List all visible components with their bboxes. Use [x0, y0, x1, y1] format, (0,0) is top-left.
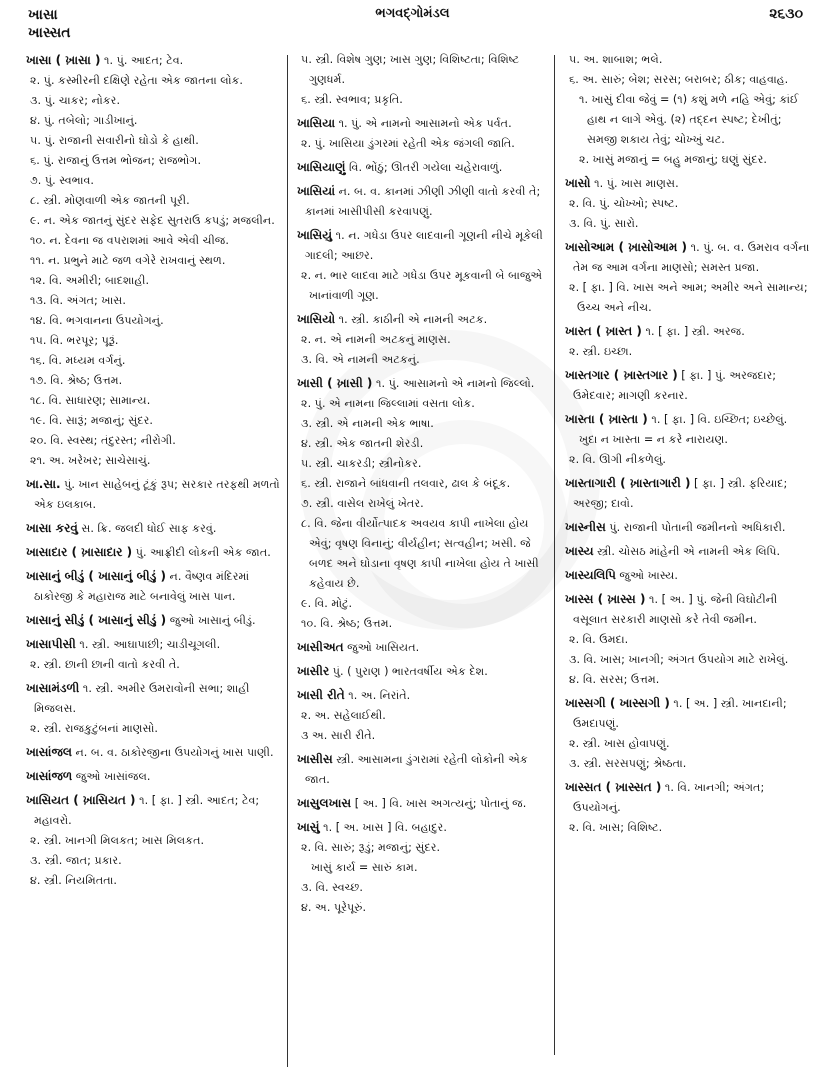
- definition-text: ૧૮. વિ. સાધારણ; સામાન્ય.: [30, 394, 151, 407]
- definition-line: [565, 754, 815, 774]
- headword: ખાસો: [565, 176, 591, 190]
- dictionary-entry: [297, 749, 553, 790]
- headword: ખાસા ( ખ઼ાસા ): [26, 53, 101, 67]
- definition-text: ૭. પું. સ્વભાવ.: [30, 174, 94, 187]
- definition-line: [565, 670, 815, 690]
- headword: ખાસ્તાગારી ( ખ઼ાસ્તાગારી ): [565, 476, 691, 490]
- dictionary-entry: [565, 517, 815, 538]
- definition-line: [26, 719, 288, 739]
- dictionary-entry: [26, 634, 288, 675]
- page-number: ૨૬૩૦: [769, 6, 803, 22]
- dictionary-entry: [297, 661, 553, 682]
- definition-line: [26, 790, 288, 831]
- definition-text: ૧. [ અ. ખાસ ] વિ. બહાદુર.: [323, 821, 447, 834]
- definition-line: [26, 851, 288, 871]
- definition-text: ૫. અ. શાબાશ; ભલે.: [569, 53, 663, 66]
- definition-line: [565, 70, 815, 90]
- definition-line: [297, 350, 553, 370]
- definition-line: [26, 371, 288, 391]
- definition-text: ૧. સ્ત્રી. આઘાપાછી; ચાડીચૂગલી.: [79, 638, 221, 651]
- dictionary-entry: [565, 541, 815, 562]
- definition-line: [26, 610, 288, 631]
- dictionary-entry: [297, 113, 553, 154]
- definition-text: ૭. સ્ત્રી. વાસેલ રાખેલું ખેતર.: [301, 497, 424, 510]
- definition-text: ૨. વિ. સારું; રૂડું; મજાનું; સુંદર.: [301, 841, 441, 854]
- definition-text: સ. ક્રિ. જલદી ધોઈ સાફ કરવું.: [81, 522, 217, 535]
- headword: ખાસિયું: [297, 228, 333, 242]
- definition-text: ૧. વિ. ખાનગી; અંગત; ઉપયોગનું.: [573, 781, 765, 814]
- definition-text: જુઓ ખાસાનું બીડું.: [169, 614, 256, 627]
- definition-line: [26, 634, 288, 655]
- definition-text: ૧. સ્ત્રી. કાઠીની એ નામની અટક.: [338, 313, 488, 326]
- dictionary-entry: [297, 50, 553, 110]
- definition-line: [297, 181, 553, 222]
- definition-line: [565, 450, 815, 470]
- definition-line: [297, 90, 553, 110]
- dictionary-entry: [297, 817, 553, 918]
- definition-text: ૨. પું. કસ્મીરની દક્ષિણે રહેતા એક જાતના લોક.: [30, 74, 243, 87]
- definition-text: ૩. સ્ત્રી. જાત; પ્રકાર.: [30, 854, 122, 867]
- dictionary-entry: [297, 637, 553, 658]
- definition-line: [565, 589, 815, 630]
- definition-line: [565, 214, 815, 234]
- definition-text: ૨. વિ. પું. ચોખ્ખો; સ્પષ્ટ.: [569, 197, 679, 210]
- headword: ખાસ્સગી ( ખાસ્સગી ): [565, 696, 670, 710]
- definition-text: ૩ અ. સારી રીતે.: [301, 729, 376, 742]
- definition-line: [565, 237, 815, 278]
- headword: ખાસીર: [297, 664, 330, 678]
- definition-line: [297, 474, 553, 494]
- definition-line: [297, 414, 553, 434]
- definition-text: ૧. [ ફા. ] સ્ત્રી. આદત; ટેવ; મહાવરો.: [34, 794, 260, 827]
- definition-line: [565, 734, 815, 754]
- definition-text: ૨. ન. ભાર લાદવા માટે ગધેડા ઉપર મૂકવાની બે બાજુએ ખાનાંવાળી ગૂણ.: [301, 269, 543, 302]
- dictionary-entry: [297, 309, 553, 370]
- definition-line: [565, 541, 815, 562]
- definition-text: ૫. સ્ત્રી. વિશેષ ગુણ; ખાસ ગુણ; વિશિષ્ટતા; વિશિષ્ટ ગુણધર્મ.: [301, 53, 520, 86]
- definition-text: ૫. સ્ત્રી. ચાકરડી; સ્ત્રીનોકર.: [301, 457, 422, 470]
- definition-line: [297, 878, 553, 898]
- definition-text: ૧૬. વિ. મધ્યમ વર્ગનું.: [30, 354, 126, 367]
- dictionary-entry: [565, 777, 815, 838]
- definition-text: ૧૩. વિ. અંગત; ખાસ.: [30, 294, 126, 307]
- definition-line: [26, 50, 288, 71]
- definition-text: ૨. વિ. ખાસ; વિશિષ્ટ.: [569, 821, 663, 834]
- headword: ખાસિયાણું: [297, 160, 346, 174]
- definition-text: ૬. સ્ત્રી. રાજાને બાંધવાની તલવાર, ઢાલ કે બંદૂક.: [301, 477, 511, 490]
- definition-line: [297, 661, 553, 682]
- definition-text: ૪. વિ. સરસ; ઉત્તમ.: [569, 673, 660, 686]
- definition-text: ૪. અ. પૂરેપૂરું.: [301, 901, 367, 914]
- definition-text: ૧. પું. એ નામનો આસામનો એક પર્વત.: [338, 117, 512, 130]
- definition-line: [26, 271, 288, 291]
- dictionary-entry: [565, 693, 815, 774]
- dictionary-entry: [565, 321, 815, 362]
- definition-line: [297, 494, 553, 514]
- headword: ખાસામંડળી: [26, 681, 80, 695]
- dictionary-entry: [297, 685, 553, 746]
- headword: ખાસાપીસી: [26, 637, 76, 651]
- definition-line: [26, 518, 288, 539]
- definition-text: જુઓ ખાસિયત.: [347, 641, 420, 654]
- headword: ખાસ્સત ( ખ઼ાસ્સત ): [565, 780, 662, 794]
- definition-text: [ ફા. ] પું. અરજદાર; ઉમેદવાર; માગણી કરનાર.: [573, 369, 777, 402]
- dictionary-entry: [565, 409, 815, 470]
- headword: ખાસ્ય: [565, 544, 594, 558]
- headword: ખાસોઆમ ( ખ઼ાસોઆમ ): [565, 240, 688, 254]
- definition-text: ખુદા ન ખાસ્તા = ન કરે નારાયણ.: [579, 433, 728, 446]
- definition-text: ૨. સ્ત્રી. ખાસ હોવાપણું.: [569, 737, 670, 750]
- definition-line: [26, 151, 288, 171]
- definition-text: ૯. ન. એક જાતનું સુંદર સફેદ સુતરાઉ કપડું; મજલીન.: [30, 214, 275, 227]
- definition-text: ૧. [ અ. ] સ્ત્રી. ખાનદાની; ઉમદાપણું.: [573, 697, 787, 730]
- definition-line: [297, 330, 553, 350]
- definition-line: [26, 211, 288, 231]
- definition-text: ૧૦. ન. દેવના જ વપરાશમાં આવે એવી ચીજ.: [30, 234, 229, 247]
- headword: ખા.સા.: [26, 477, 61, 491]
- column-3: [565, 50, 815, 841]
- definition-line: [297, 225, 553, 266]
- definition-text: ૨. ખાસું મજાનું = બહુ મજાનું; ઘણું સુંદર.: [579, 153, 767, 166]
- column-2: [297, 50, 553, 921]
- definition-line: [565, 777, 815, 818]
- definition-line: [26, 431, 288, 451]
- headword: ખાસાનું બીડું ( ખાસાનું બીડું ): [26, 569, 166, 583]
- definition-line: [26, 391, 288, 411]
- definition-text: ૬. અ. સારું; બેશ; સરસ; બરાબર; ઠીક; વાહવાહ.: [569, 73, 789, 86]
- definition-text: ૩. સ્ત્રી. એ નામની એક ભાષા.: [301, 417, 434, 430]
- headword: ખાસાનું સીડું ( ખાસાનું સીડું ): [26, 613, 167, 627]
- definition-text: ૫. પું. રાજાની સવારીનો ઘોડો કે હાથી.: [30, 134, 199, 147]
- definition-line: [297, 594, 553, 614]
- dictionary-entry: [297, 793, 553, 814]
- definition-line: [26, 678, 288, 719]
- definition-line: [26, 831, 288, 851]
- definition-text: ૨. સ્ત્રી. છાની છાની વાતો કરવી તે.: [30, 658, 180, 671]
- definition-text: ૧. પું. ખાસ માણસ.: [594, 177, 679, 190]
- headword: ખાસિયો: [297, 312, 336, 326]
- definition-line: [26, 71, 288, 91]
- book-title: ભગવદ્ગોમંડલ: [375, 6, 450, 21]
- definition-line: [565, 630, 815, 650]
- definition-text: ૨. પું. એ નામના જિલ્લામાં વસતા લોક.: [301, 397, 475, 410]
- headword: ખાસિયત ( ખ઼ાસિયત ): [26, 793, 136, 807]
- definition-line: [26, 474, 288, 515]
- dictionary-entry: [565, 589, 815, 690]
- definition-line: [565, 150, 815, 170]
- definition-text: પું. ખાન સાહેબનું ટૂંકું રૂપ; સરકાર તરફથી મળતો એક ઇલકાબ.: [34, 478, 280, 511]
- definition-text: ૧. ન. ગધેડા ઉપર લાદવાની ગૂણની નીચે મૂકેલી ગાદલી; આછર.: [305, 229, 543, 262]
- dictionary-entry: [26, 50, 288, 471]
- definition-line: [26, 742, 288, 763]
- page-header: [0, 6, 825, 46]
- headword: ખાસીસ: [297, 752, 333, 766]
- definition-line: [297, 898, 553, 918]
- definition-line: [565, 517, 815, 538]
- definition-text: ૪. પું. તબેલો; ગાડીખાનું.: [30, 114, 138, 127]
- definition-line: [26, 171, 288, 191]
- definition-line: [26, 411, 288, 431]
- definition-line: [297, 685, 553, 706]
- definition-line: [297, 749, 553, 790]
- definition-text: ૧૦. વિ. શ્રેષ્ઠ; ઉત્તમ.: [301, 617, 393, 630]
- definition-line: [26, 131, 288, 151]
- definition-line: [297, 454, 553, 474]
- definition-line: [565, 90, 815, 150]
- definition-text: પું. ( પુરાણ ) ભારતવર્ષીય એક દેશ.: [332, 665, 488, 678]
- definition-text: ન. બ. વ. કાનમાં ઝીણી ઝીણી વાતો કરવી તે; કાનમાં ખાસીપીસી કરવાપણું.: [305, 185, 541, 218]
- definition-line: [297, 514, 553, 594]
- dictionary-entry: [26, 790, 288, 891]
- dictionary-entry: [26, 742, 288, 763]
- definition-text: વિ. ભોંઠું; ઊતરી ગયેલા ચહેરાવાળું.: [349, 161, 503, 174]
- definition-line: [297, 309, 553, 330]
- definition-text: ૮. વિ. જેના વીર્યોત્પાદક અવયવ કાપી નાખેલા હોય એવું; વૃષણ વિનાનું; વીર્યહીન; સત્વહીન; ખસી. જે બળદ અને ઘોડાના વૃષણ કાપી નાખેલા હોય તે ખાસી કહેવાય છે.: [301, 517, 539, 590]
- definition-text: ૨. અ. સહેલાઈથી.: [301, 709, 386, 722]
- definition-text: ૨. સ્ત્રી. રાજકુટુંબનાં માણસો.: [30, 722, 158, 735]
- dictionary-entry: [565, 173, 815, 234]
- dictionary-entry: [26, 566, 288, 607]
- headword: ખાસ્સ ( ખ઼ાસ્સ ): [565, 592, 646, 606]
- definition-line: [565, 818, 815, 838]
- definition-text: ૩. વિ. ખાસ; ખાનગી; અંગત ઉપયોગ માટે રાખેલું.: [569, 653, 789, 666]
- definition-text: ૩. વિ. પું. સારો.: [569, 217, 639, 230]
- definition-line: [297, 50, 553, 90]
- dictionary-entry: [297, 181, 553, 222]
- definition-line: [26, 451, 288, 471]
- definition-text: ૨. [ ફા. ] વિ. ખાસ અને આમ; અમીર અને સામાન્ય; ઉચ્ચ અને નીચ.: [569, 281, 808, 314]
- dictionary-entry: [297, 373, 553, 634]
- definition-text: ૧. સ્ત્રી. અમીર ઉમરાવોની સભા; શાહી મિજલસ.: [34, 682, 250, 715]
- definition-line: [26, 655, 288, 675]
- definition-line: [26, 871, 288, 891]
- headword: ખાસ્યલિપિ: [565, 568, 616, 582]
- definition-text: ૧. [ ફા. ] વિ. ઇચ્છિત; ઇચ્છેલું.: [651, 413, 788, 426]
- definition-text: ૧૨. વિ. અમીરી; બાદશાહી.: [30, 274, 150, 287]
- definition-text: ૩. વિ. સ્વચ્છ.: [301, 881, 363, 894]
- definition-text: ૧૧. ન. પ્રભુને માટે જળ વગેરે રાખવાનું સ્થળ.: [30, 254, 226, 267]
- definition-line: [297, 817, 553, 838]
- headword: ખાસી રીતે: [297, 688, 345, 702]
- dictionary-entry: [297, 157, 553, 178]
- definition-line: [565, 50, 815, 70]
- dictionary-entry: [565, 565, 815, 586]
- definition-text: ૧. ખાસું દીવા જેવું = (૧) કશું મળે નહિ એવું; કાંઈ હાથ ન લાગે એવું. (૨) તદ્દન સ્પષ્ટ; દેખીતું; સમજી શકાય તેવું; ચોખ્ખું ચટ.: [579, 93, 799, 146]
- headword: ખાસી ( ખ઼ાસી ): [297, 376, 373, 390]
- definition-line: [26, 251, 288, 271]
- definition-line: [26, 311, 288, 331]
- definition-line: [26, 111, 288, 131]
- definition-text: ૧. [ ફા. ] સ્ત્રી. અરજ.: [645, 325, 745, 338]
- definition-line: [565, 650, 815, 670]
- definition-line: [26, 231, 288, 251]
- dictionary-entry: [26, 766, 288, 787]
- definition-line: [297, 394, 553, 414]
- headword: ખાસ્તા ( ખ઼ાસ્તા ): [565, 412, 648, 426]
- dictionary-entry: [26, 542, 288, 563]
- definition-text: [ ફા. ] સ્ત્રી. ફરિયાદ; અરજી; દાવો.: [573, 477, 788, 510]
- definition-text: [ અ. ] વિ. ખાસ અગત્યનું; પોતાનું જ.: [354, 797, 527, 810]
- definition-text: ૩. સ્ત્રી. સરસપણું; શ્રેષ્ઠતા.: [569, 757, 687, 770]
- definition-text: ૩. વિ. એ નામની અટકનું.: [301, 353, 420, 366]
- definition-line: [297, 157, 553, 178]
- definition-line: [297, 434, 553, 454]
- dictionary-entry: [565, 365, 815, 406]
- definition-line: [297, 637, 553, 658]
- definition-line: [565, 409, 815, 430]
- definition-text: ૪. સ્ત્રી. એક જાતની શેરડી.: [301, 437, 424, 450]
- definition-text: ૨. સ્ત્રી. ખાનગી મિલકત; ખાસ મિલકત.: [30, 834, 205, 847]
- definition-text: ૧૫. વિ. ભરપૂર; પૂરૂં.: [30, 334, 119, 347]
- dictionary-entry: [565, 473, 815, 514]
- definition-text: ૨૧. અ. ખરેખર; સાચેસાચું.: [30, 454, 151, 467]
- headword: ખાસ્ત ( ખ઼ાસ્ત ): [565, 324, 642, 338]
- guide-word-last: ખાસ્સત: [28, 25, 71, 41]
- headword: ખાસિયા: [297, 116, 336, 130]
- definition-line: [565, 278, 815, 318]
- definition-text: ૧૪. વિ. ભગવાનના ઉપયોગનું.: [30, 314, 164, 327]
- definition-line: [565, 693, 815, 734]
- headword: ખાસ્નીસ: [565, 520, 606, 534]
- dictionary-entry: [26, 518, 288, 539]
- definition-line: [297, 266, 553, 306]
- definition-text: ન. બ. વ. ઠાકોરજીના ઉપયોગનું ખાસ પાણી.: [75, 746, 274, 759]
- definition-line: [297, 706, 553, 726]
- headword: ખાસ્તગાર ( ખ઼ાસ્તગાર ): [565, 368, 678, 382]
- column-divider: [554, 55, 555, 1055]
- definition-line: [565, 173, 815, 194]
- headword: ખાસાદાર ( ખ઼ાસાદાર ): [26, 545, 133, 559]
- definition-line: [565, 430, 815, 450]
- definition-text: ૨. વિ. ઊગી નીકળેલું.: [569, 453, 666, 466]
- definition-text: ૮. સ્ત્રી. મોણવાળી એક જાતની પૂરી.: [30, 194, 190, 207]
- definition-line: [297, 858, 553, 878]
- definition-text: ૬. સ્ત્રી. સ્વભાવ; પ્રકૃતિ.: [301, 93, 403, 106]
- definition-text: ૧. અ. નિરાંતે.: [348, 689, 411, 702]
- definition-text: સ્ત્રી. ચોસઠ માંહેની એ નામની એક લિપિ.: [597, 545, 781, 558]
- definition-text: જુઓ ખાસાંજલ.: [75, 770, 151, 783]
- definition-text: ૨. સ્ત્રી. ઇચ્છા.: [569, 345, 633, 358]
- definition-line: [565, 565, 815, 586]
- dictionary-entry: [565, 50, 815, 170]
- definition-line: [297, 838, 553, 858]
- definition-line: [297, 614, 553, 634]
- definition-text: ન. વૈષ્ણવ મંદિરમાં ઠાકોરજી કે મહારાજ માટે બનાવેલું ખાસ પાન.: [34, 570, 250, 603]
- definition-line: [297, 726, 553, 746]
- definition-line: [297, 113, 553, 134]
- definition-text: ૨. પું. ખાસિયા ડુંગરમાં રહેતી એક જંગલી જાતિ.: [301, 137, 515, 150]
- definition-line: [26, 566, 288, 607]
- dictionary-entry: [297, 225, 553, 306]
- definition-line: [26, 191, 288, 211]
- definition-line: [26, 766, 288, 787]
- definition-line: [26, 351, 288, 371]
- definition-line: [565, 342, 815, 362]
- definition-text: ૧. [ અ. ] પું. જેની વિઘોટીની વસૂલાત સરકારી માણસો કરે તેવી જમીન.: [573, 593, 778, 626]
- headword: ખાસાંજળ: [26, 769, 73, 783]
- definition-text: પું. આફ્રીદી લોકની એક જાત.: [135, 546, 271, 559]
- dictionary-entry: [565, 237, 815, 318]
- definition-text: ૧. પું. આસામનો એ નામનો જિલ્લો.: [375, 377, 535, 390]
- definition-text: ૧૯. વિ. સારૂં; મજાનું; સુંદર.: [30, 414, 153, 427]
- headword: ખાસું: [297, 820, 320, 834]
- definition-text: ૧. પું. આદત; ટેવ.: [104, 54, 184, 67]
- definition-line: [565, 321, 815, 342]
- dictionary-entry: [26, 474, 288, 515]
- definition-text: ૬. પું. રાજાનું ઉત્તમ ભોજન; રાજભોગ.: [30, 154, 202, 167]
- definition-text: પું. રાજાની પોતાની જમીનનો અધિકારી.: [609, 521, 786, 534]
- dictionary-entry: [26, 610, 288, 631]
- headword: ખાસીઅત: [297, 640, 344, 654]
- definition-text: ખાસું કાર્ય = સારું કામ.: [311, 861, 418, 874]
- guide-word-first: ખાસા: [28, 7, 58, 23]
- headword: ખાસા કરવું: [26, 521, 78, 535]
- headword: ખાસુલખાસ: [297, 796, 352, 810]
- definition-line: [297, 373, 553, 394]
- definition-text: ૧૭. વિ. શ્રેષ્ઠ; ઉત્તમ.: [30, 374, 123, 387]
- definition-line: [297, 793, 553, 814]
- headword: ખાસાંજલ: [26, 745, 72, 759]
- definition-text: ૨. ન. એ નામની અટકનું માણસ.: [301, 333, 451, 346]
- definition-text: ૧. પું. બ. વ. ઉમરાવ વર્ગના તેમ જ આમ વર્ગના માણસો; સમસ્ત પ્રજા.: [573, 241, 810, 274]
- definition-text: ૨. વિ. ઉમદા.: [569, 633, 629, 646]
- dictionary-entry: [26, 678, 288, 739]
- definition-text: ૪. સ્ત્રી. નિયમિતતા.: [30, 874, 117, 887]
- column-1: [26, 50, 288, 894]
- headword: ખાસિયાં: [297, 184, 336, 198]
- definition-line: [565, 473, 815, 514]
- definition-line: [565, 365, 815, 406]
- definition-text: ૨૦. વિ. સ્વસ્થ; તંદુરસ્ત; નીરોગી.: [30, 434, 176, 447]
- definition-text: જુઓ ખાસ્ય.: [619, 569, 678, 582]
- definition-line: [26, 291, 288, 311]
- definition-text: ૯. વિ. મોટું.: [301, 597, 353, 610]
- definition-line: [297, 134, 553, 154]
- definition-line: [565, 194, 815, 214]
- definition-line: [26, 542, 288, 563]
- definition-text: ૩. પું. ચાકર; નોકર.: [30, 94, 121, 107]
- definition-text: સ્ત્રી. આસામના ડુંગરામાં રહેતી લોકોની એક જાત.: [305, 753, 528, 786]
- definition-line: [26, 331, 288, 351]
- definition-line: [26, 91, 288, 111]
